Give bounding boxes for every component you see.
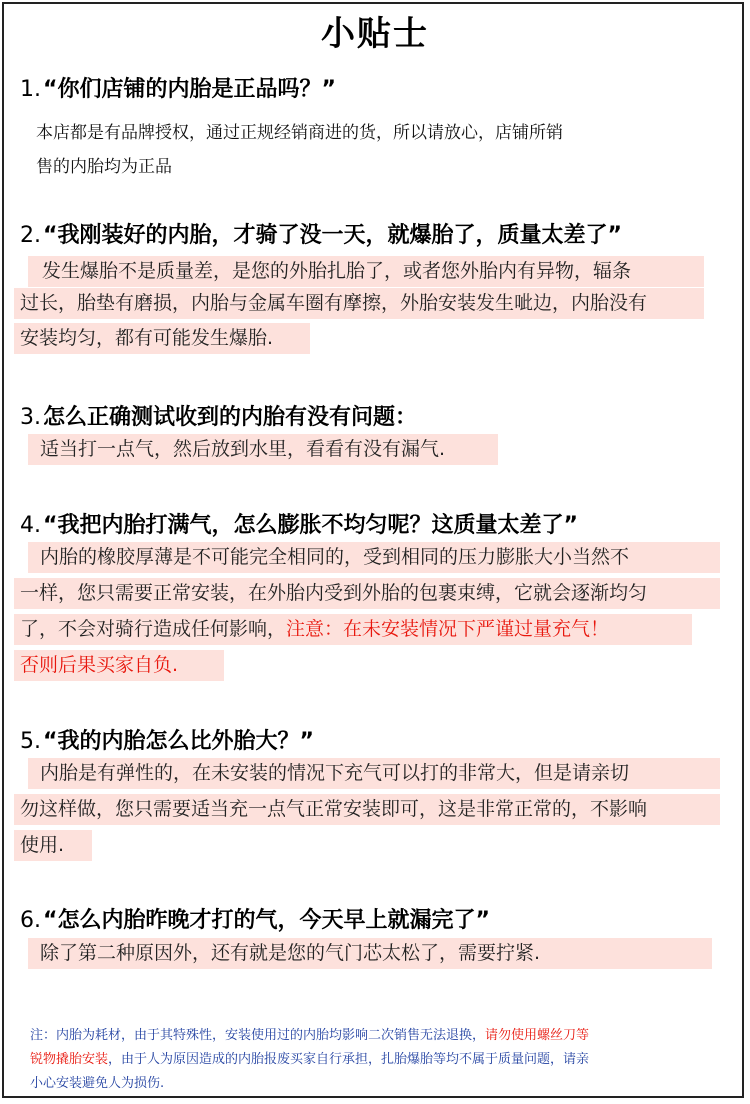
note-line-1 xyxy=(30,1024,589,1048)
question-text: “我的内胎怎么比外胎大？” xyxy=(43,729,314,754)
answer-6-line-1: 除了第二种原因外，还有就是您的气门芯太松了，需要拧紧. xyxy=(28,938,712,969)
question-5 xyxy=(20,724,314,755)
question-text: “你们店铺的内胎是正品吗？” xyxy=(43,77,336,102)
note-warning: 锐物撬胎安装 xyxy=(30,1052,109,1067)
question-number: 5. xyxy=(20,729,41,754)
warning-text: 注意：在未安装情况下严谨过量充气！ xyxy=(286,618,610,640)
question-4 xyxy=(20,508,578,539)
note-text: ，由于人为原因造成的内胎报废买家自行承担，扎胎爆胎等均不属于质量问题，请亲 xyxy=(108,1052,590,1067)
question-number: 2. xyxy=(20,223,41,248)
question-number: 1. xyxy=(20,77,41,102)
answer-4-line-1: 内胎的橡胶厚薄是不可能完全相同的，受到相同的压力膨胀大小当然不 xyxy=(28,542,720,573)
page-title: 小贴士 xyxy=(321,14,429,54)
question-6 xyxy=(20,903,490,934)
question-2 xyxy=(20,218,622,249)
answer-text: 了，不会对骑行造成任何影响， xyxy=(20,618,287,640)
question-text: 怎么正确测试收到的内胎有没有问题： xyxy=(43,405,418,430)
answer-3-line-1: 适当打一点气，然后放到水里，看看有没有漏气. xyxy=(28,434,498,465)
question-number: 3. xyxy=(20,405,41,430)
question-text: “怎么内胎昨晚才打的气，今天早上就漏完了” xyxy=(43,908,490,933)
note-text: 注：内胎为耗材，由于其特殊性，安装使用过的内胎均影响二次销售无法退换， xyxy=(30,1028,486,1043)
answer-4-line-2: 一样，您只需要正常安装，在外胎内受到外胎的包裹束缚，它就会逐渐均匀 xyxy=(14,578,720,609)
question-number: 6. xyxy=(20,908,41,933)
question-3 xyxy=(20,400,417,431)
note-line-3: 小心安装避免人为损伤. xyxy=(30,1076,165,1091)
answer-2-line-3: 安装均匀，都有可能发生爆胎. xyxy=(14,323,310,354)
answer-2-line-1: 发生爆胎不是质量差，是您的外胎扎胎了，或者您外胎内有异物，辐条 xyxy=(28,256,704,287)
answer-5-line-2: 勿这样做，您只需要适当充一点气正常安装即可，这是非常正常的，不影响 xyxy=(14,794,720,825)
question-text: “我刚装好的内胎，才骑了没一天，就爆胎了，质量太差了” xyxy=(43,223,622,248)
note-warning: 请勿使用螺丝刀等 xyxy=(485,1028,590,1043)
answer-4-line-3 xyxy=(14,614,692,645)
question-text: “我把内胎打满气，怎么膨胀不均匀呢？这质量太差了” xyxy=(43,513,578,538)
answer-2-line-2: 过长，胎垫有磨损，内胎与金属车圈有摩擦，外胎安装发生呲边，内胎没有 xyxy=(14,288,704,319)
answer-1-line-2: 售的内胎均为正品 xyxy=(36,157,172,177)
question-number: 4. xyxy=(20,513,41,538)
answer-1-line-1: 本店都是有品牌授权，通过正规经销商进的货，所以请放心，店铺所销 xyxy=(36,123,563,143)
question-1 xyxy=(20,72,336,103)
answer-5-line-1: 内胎是有弹性的，在未安装的情况下充气可以打的非常大，但是请亲切 xyxy=(28,758,720,789)
note-line-2 xyxy=(30,1048,589,1072)
answer-4-warning-line: 否则后果买家自负. xyxy=(14,650,224,681)
answer-5-line-3: 使用. xyxy=(14,830,92,861)
